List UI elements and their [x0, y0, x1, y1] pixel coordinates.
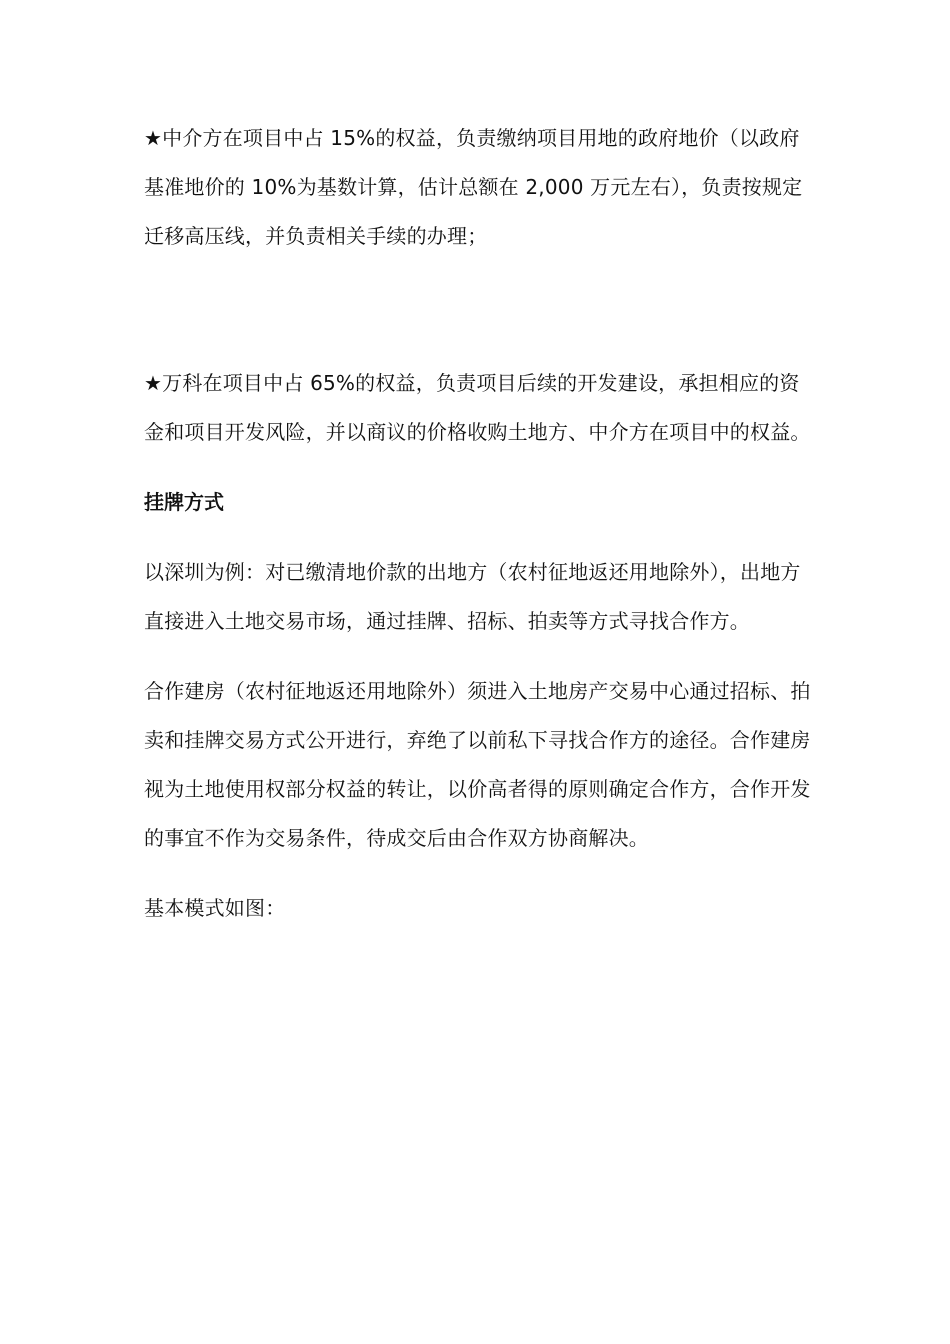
paragraph-spacer	[144, 457, 814, 478]
document-body	[144, 114, 814, 933]
paragraph-cooperative-housing: 合作建房（农村征地返还用地除外）须进入土地房产交易中心通过招标、拍卖和挂牌交易方式公开进行，弃绝了以前私下寻找合作方的途径。合作建房视为土地使用权部分权益的转让，以价高者得的原则确定合作方，合作开发的事宜不作为交易条件，待成交后由合作双方协商解决。	[144, 679, 811, 850]
paragraph-spacer	[144, 646, 814, 667]
section-heading-listing-method: 挂牌方式	[144, 490, 224, 514]
paragraph-spacer	[144, 527, 814, 548]
paragraph-spacer	[144, 261, 814, 359]
paragraph-basic-mode: 基本模式如图：	[144, 896, 286, 920]
paragraph-intermediary-equity: ★中介方在项目中占 15%的权益，负责缴纳项目用地的政府地价（以政府基准地价的 10%为基数计算，估计总额在 2,000 万元左右），负责按规定迁移高压线，并负责相关手续的办理；	[144, 126, 803, 248]
paragraph-vanke-equity: ★万科在项目中占 65%的权益，负责项目后续的开发建设，承担相应的资金和项目开发风险，并以商议的价格收购土地方、中介方在项目中的权益。	[144, 371, 811, 444]
paragraph-spacer	[144, 863, 814, 884]
paragraph-shenzhen-example: 以深圳为例：对已缴清地价款的出地方（农村征地返还用地除外），出地方直接进入土地交易市场，通过挂牌、招标、拍卖等方式寻找合作方。	[144, 560, 801, 633]
